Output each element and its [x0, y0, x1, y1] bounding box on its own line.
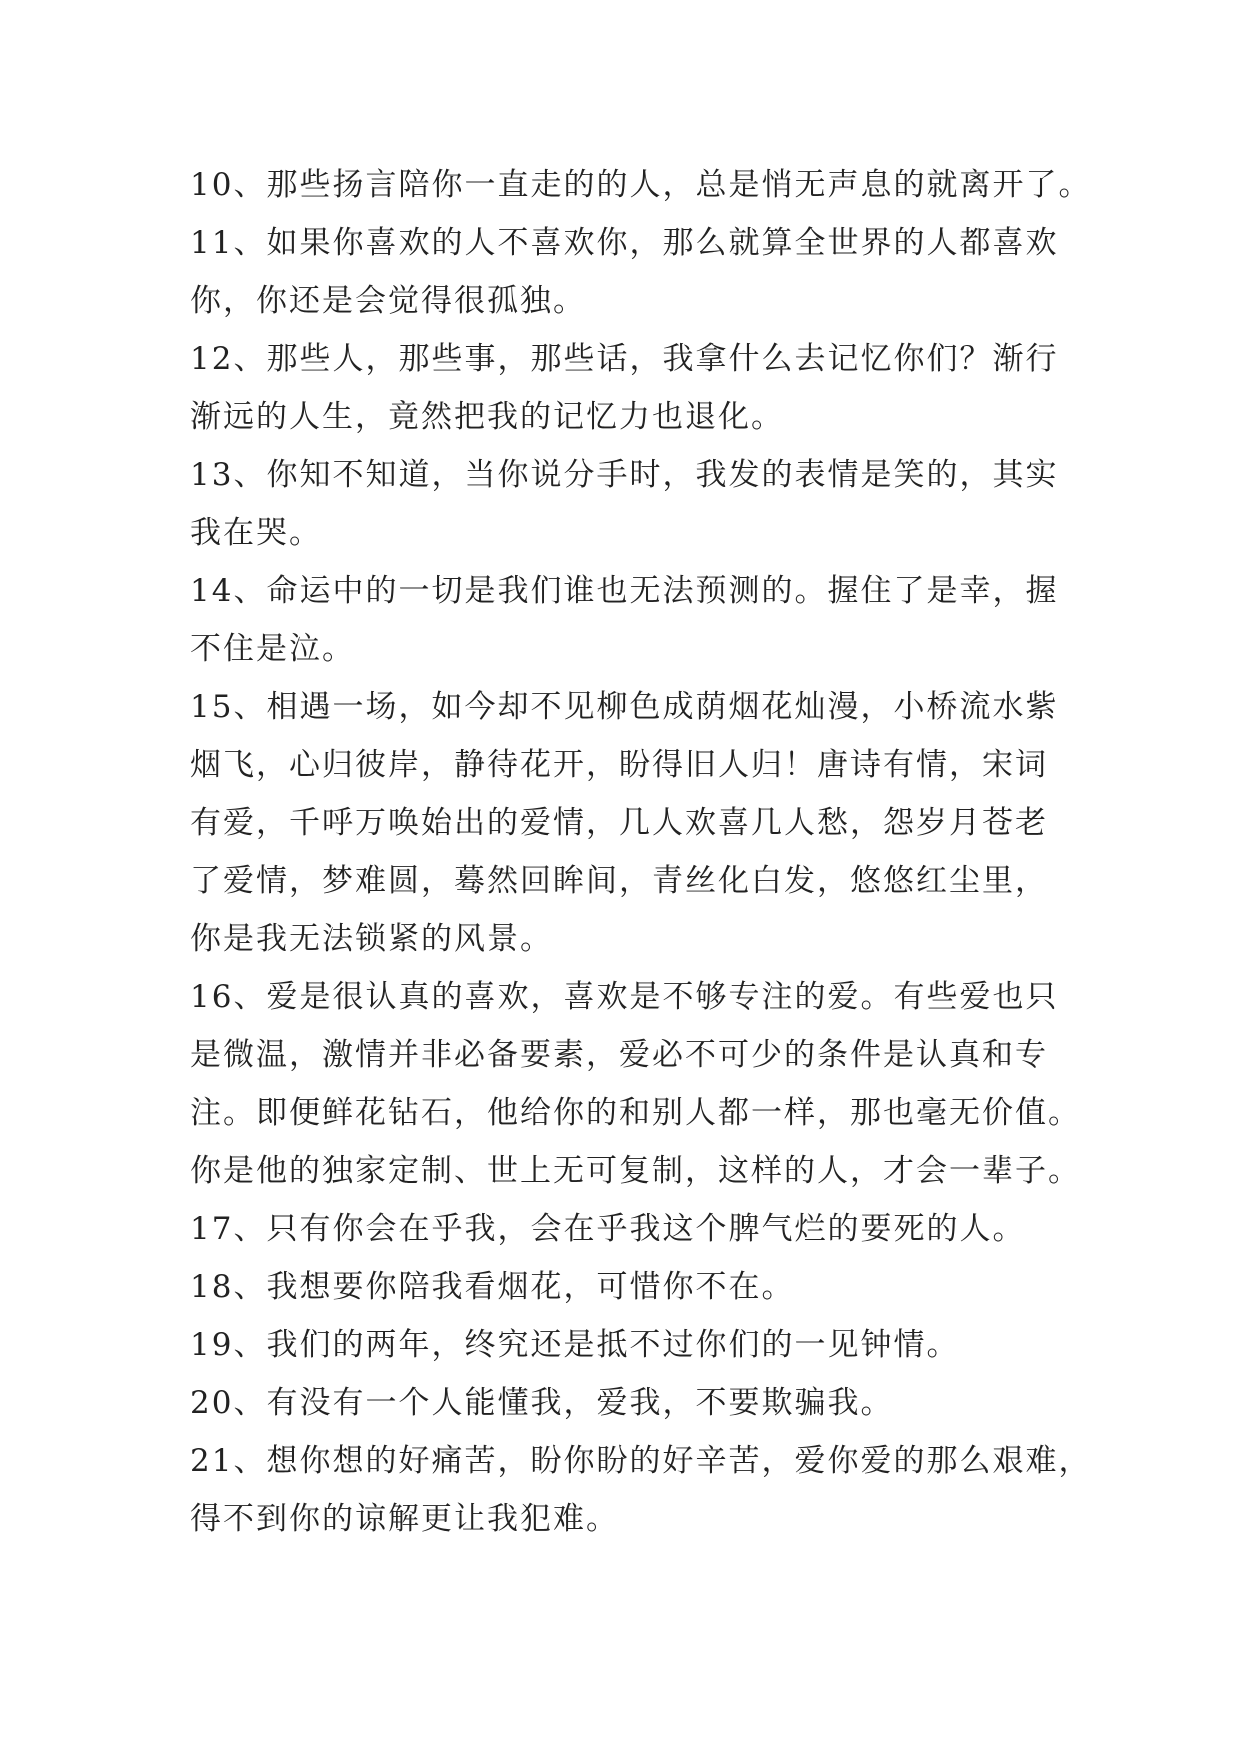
text-line: 17、只有你会在乎我，会在乎我这个脾气烂的要死的人。	[190, 1211, 1026, 1247]
text-line: 16、爱是很认真的喜欢，喜欢是不够专注的爱。有些爱也只	[190, 979, 1059, 1015]
text-line: 有爱，千呼万唤始出的爱情，几人欢喜几人愁，怨岁月苍老	[190, 805, 1048, 841]
text-line: 12、那些人，那些事，那些话，我拿什么去记忆你们？渐行	[190, 341, 1059, 377]
text-line: 渐远的人生，竟然把我的记忆力也退化。	[190, 399, 784, 435]
document-body	[190, 156, 1092, 1548]
text-line: 13、你知不知道，当你说分手时，我发的表情是笑的，其实	[190, 457, 1059, 493]
text-line: 注。即便鲜花钻石，他给你的和别人都一样，那也毫无价值。	[190, 1095, 1081, 1131]
text-line: 19、我们的两年，终究还是抵不过你们的一见钟情。	[190, 1327, 960, 1363]
text-line: 你，你还是会觉得很孤独。	[190, 283, 586, 319]
text-line: 我在哭。	[190, 515, 322, 551]
text-line: 你是我无法锁紧的风景。	[190, 921, 553, 957]
text-line: 烟飞，心归彼岸，静待花开，盼得旧人归！唐诗有情，宋词	[190, 747, 1048, 783]
text-line: 15、相遇一场，如今却不见柳色成荫烟花灿漫，小桥流水紫	[190, 689, 1059, 725]
text-line: 是微温，激情并非必备要素，爱必不可少的条件是认真和专	[190, 1037, 1048, 1073]
text-line: 10、那些扬言陪你一直走的的人，总是悄无声息的就离开了。	[190, 167, 1092, 203]
text-line: 得不到你的谅解更让我犯难。	[190, 1501, 619, 1537]
text-line: 你是他的独家定制、世上无可复制，这样的人，才会一辈子。	[190, 1153, 1081, 1189]
text-line: 21、想你想的好痛苦，盼你盼的好辛苦，爱你爱的那么艰难，	[190, 1443, 1092, 1479]
text-line: 14、命运中的一切是我们谁也无法预测的。握住了是幸，握	[190, 573, 1059, 609]
text-line: 20、有没有一个人能懂我，爱我，不要欺骗我。	[190, 1385, 894, 1421]
text-line: 11、如果你喜欢的人不喜欢你，那么就算全世界的人都喜欢	[190, 225, 1059, 261]
text-line: 了爱情，梦难圆，蓦然回眸间，青丝化白发，悠悠红尘里，	[190, 863, 1048, 899]
text-line: 18、我想要你陪我看烟花，可惜你不在。	[190, 1269, 795, 1305]
text-line: 不住是泣。	[190, 631, 355, 667]
